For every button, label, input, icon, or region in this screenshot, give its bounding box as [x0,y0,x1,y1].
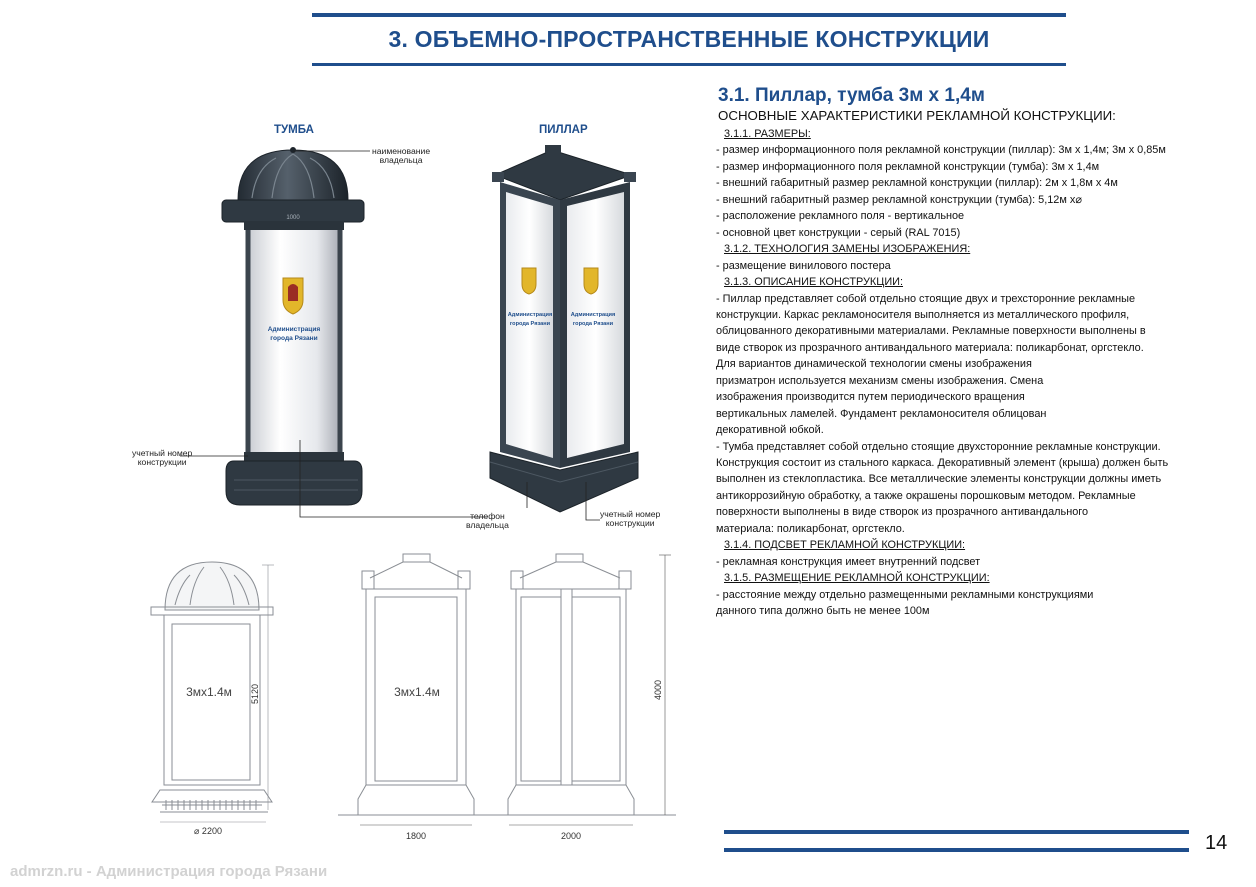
tumba-height-dim: 5120 [250,683,260,705]
text-line: виде створок из прозрачного антивандального материала: поликарбонат, оргстекло. [716,341,1144,354]
section-subtitle: ОСНОВНЫЕ ХАРАКТЕРИСТИКИ РЕКЛАМНОЙ КОНСТРУКЦИИ: [718,108,1116,123]
pillar-panel-text-3: Администрация [570,312,616,318]
coat-of-arms-icon-right [584,268,598,294]
section-heading: 3.1.3. ОПИСАНИЕ КОНСТРУКЦИИ: [724,276,904,288]
callout-owner-name-line1: наименование [372,146,431,156]
pillar-drawing-side [508,554,634,815]
tumba-roof-plate: 1000 [286,215,300,221]
section-title: 3.1. Пиллар, тумба 3м х 1,4м [718,85,985,106]
text-line: материала: поликарбонат, оргстекло. [716,522,905,535]
text-line: - внешний габаритный размер рекламной конструкции (пиллар): 2м х 1,8м х 4м [716,177,1118,190]
section-heading: 3.1.5. РАЗМЕЩЕНИЕ РЕКЛАМНОЙ КОНСТРУКЦИИ: [724,572,990,585]
text-line: - Тумба представляет собой отдельно стоящие двухсторонние рекламные конструкции. [716,440,1161,453]
pillar-drawing-front [338,554,676,815]
tumba-base [226,461,362,505]
pillar-field-size: 3мх1.4м [394,685,440,699]
text-line: - Пиллар представляет собой отдельно стоящие двух и трехсторонние рекламные [716,292,1136,305]
pillar-width-dim-a: 1800 [405,831,427,841]
footer-rule-bottom [724,848,1189,852]
page-title: 3. ОБЪЕМНО-ПРОСТРАНСТВЕННЫЕ КОНСТРУКЦИИ [388,26,990,52]
coat-of-arms-icon-left [522,268,536,294]
text-line: - размещение винилового постера [716,259,891,272]
tumba-panel-text-1: Администрация [267,326,321,333]
text-line: - расположение рекламного поля - вертикальное [716,210,965,223]
tumba-field-size: 3мх1.4м [186,685,232,699]
text-line: призматрон используется механизм смены изображения. Смена [716,374,1044,387]
text-line: Конструкция состоит из стального каркаса. Декоративный элемент (крыша) должен быть [716,457,1169,469]
text-line: поверхности выполнены в виде створок из прозрачного антивандального [716,506,1089,519]
pillar-label: ПИЛЛАР [539,124,588,136]
page-number: 14 [1205,832,1228,854]
text-line: - размер информационного поля рекламной конструкции (пиллар): 3м х 1,4м; 3м х 0,85м [716,144,1166,157]
pillar-panel-text-1: Администрация [507,312,553,318]
text-line: декоративной юбкой. [716,424,824,437]
pillar-panel-text-2: города Рязани [509,321,551,327]
pillar-render [490,145,638,512]
tumba-cylinder [248,230,340,454]
text-line: изображения производится путем периодического вращения [716,391,1025,404]
pillar-width-dim-b: 2000 [560,831,582,841]
text-line: данного типа должно быть не менее 100м [716,605,930,617]
tumba-render [222,147,364,505]
text-line: - внешний габаритный размер рекламной конструкции (тумба): 5,12м х⌀ [716,193,1082,206]
text-line: - основной цвет конструкции - серый (RAL 7015) [716,226,961,239]
callout-account-left-line1: учетный номер [132,448,193,458]
tumba-dome [238,150,348,200]
section-heading: 3.1.1. РАЗМЕРЫ: [724,128,811,140]
text-line: конструкции. Каркас рекламоносителя выполняется из металлического профиля, [716,308,1130,321]
tumba-label: ТУМБА [274,124,314,136]
tumba-panel-text-2: города Рязани [270,335,318,342]
pillar-height-dim: 4000 [653,679,663,701]
text-line: - размер информационного поля рекламной конструкции (тумба): 3м х 1,4м [716,160,1100,173]
text-line: Для вариантов динамической технологии смены изображения [716,358,1032,371]
section-heading: 3.1.2. ТЕХНОЛОГИЯ ЗАМЕНЫ ИЗОБРАЖЕНИЯ: [724,243,971,256]
text-line: выполнен из стеклопластика. Все металлические элементы конструкции должны иметь [716,473,1162,486]
text-line: антикоррозийную обработку, а также окрашены порошковым методом. Рекламные [716,489,1136,502]
text-line: - расстояние между отдельно размещенными рекламными конструкциями [716,588,1094,601]
callout-phone-line1: телефон [470,511,505,521]
text-line: облицованного декоративными материалами. Рекламные поверхности выполнены в [716,325,1146,338]
callout-owner-name-line2: владельца [379,155,423,165]
callout-account-left-line2: конструкции [137,457,187,467]
tumba-diameter-dim: ⌀ 2200 [194,826,222,836]
callout-account-right-line1: учетный номер [600,509,661,519]
text-line: - рекламная конструкция имеет внутренний подсвет [716,555,981,568]
text-line: вертикальных ламелей. Фундамент рекламоносителя облицован [716,407,1047,420]
section-heading: 3.1.4. ПОДСВЕТ РЕКЛАМНОЙ КОНСТРУКЦИИ: [724,539,966,552]
footer-watermark: admrzn.ru - Администрация города Рязани [10,863,328,880]
pillar-panel-text-4: города Рязани [572,321,614,327]
callout-account-right-line2: конструкции [605,518,655,528]
callout-phone-line2: владельца [466,520,509,530]
footer-rule-top [724,830,1189,834]
